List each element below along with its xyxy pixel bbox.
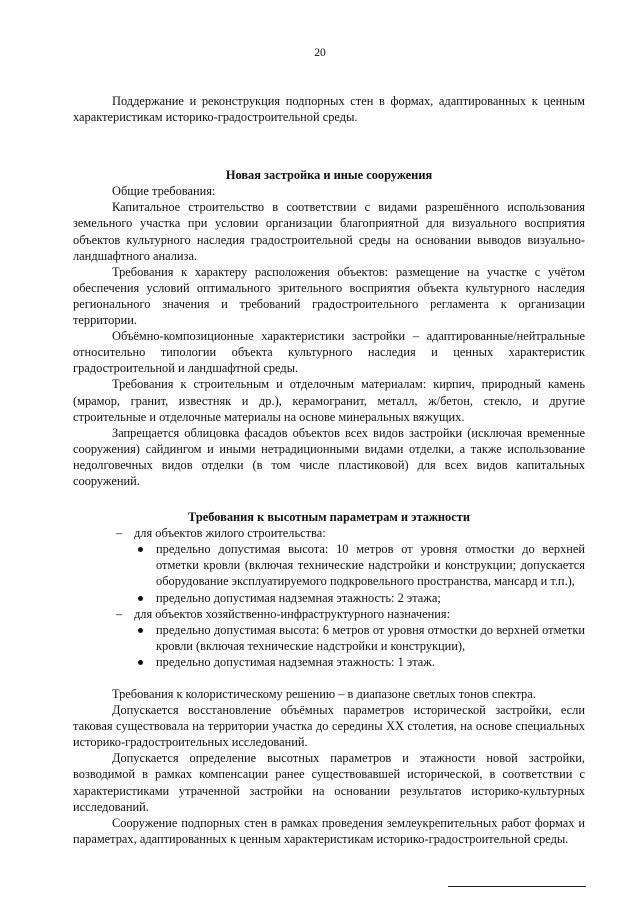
paragraph-prohibition: Запрещается облицовка фасадов объектов всех видов застройки (исключая временные сооружения) сайдингом и иными нетрадиционными видами отделки, а также использование недолговечных видов отделки (в том числе пластиковой) для всех видов капитальных сооружений.	[73, 425, 585, 488]
group-label-residential: – для объектов жилого строительства:	[73, 525, 585, 541]
list-item: предельно допустимая надземная этажность: 2 этажа;	[73, 590, 585, 606]
section-title-height-parameters: Требования к высотным параметрам и этажности	[188, 510, 470, 525]
page-number: 20	[314, 47, 326, 59]
footer-divider	[448, 886, 586, 887]
list-item: предельно допустимая высота: 10 метров от уровня отмостки до верхней отметки кровли (включая технические надстройки и конструкции; допускается оборудование эксплуатируемого подкровельного пространства, мансард и т.п.),	[73, 541, 585, 589]
bullet-list-infrastructure	[73, 622, 585, 670]
paragraph-capital-construction: Капитальное строительство в соответствии с видами разрешённого использования земельного участка при условии организации благоприятной для визуального восприятия объектов культурного наследия градостроительной среды на основании выводов визуально-ландшафтного анализа.	[73, 200, 585, 263]
document-body	[73, 93, 585, 847]
section-title-new-construction: Новая застройка и иные сооружения	[225, 168, 433, 183]
group-label-infrastructure: – для объектов хозяйственно-инфраструктурного назначения:	[73, 606, 585, 622]
paragraph-volume-composition: Объёмно-композиционные характеристики застройки – адаптированные/нейтральные относительно типологии объекта культурного наследия и ценных характеристик градостроительной и ландшафтной среды.	[73, 329, 585, 376]
paragraph-retaining-walls: Сооружение подпорных стен в рамках проведения землеукрепительных работ формах и параметрах, адаптированных к ценным характеристикам историко-градостроительной среды.	[73, 815, 585, 846]
list-item: предельно допустимая надземная этажность: 1 этаж.	[73, 654, 585, 670]
paragraph-color-requirements: Требования к колористическому решению – в диапазоне светлых тонов спектра.	[112, 687, 536, 701]
paragraph-materials: Требования к строительным и отделочным материалам: кирпич, природный камень (мрамор, гранит, известняк и др.), керамогранит, металл, ж/бетон, стекло, и другие строительные и отделочные материалы на основе минеральных вяжущих.	[73, 377, 585, 424]
bullet-list-residential	[73, 541, 585, 605]
paragraph-placement-requirements: Требования к характеру расположения объектов: размещение на участке с учётом обеспечения условий оптимального зрительного восприятия объекта культурного наследия регионального значения и требований градостроительного регламента к организации территории.	[73, 264, 585, 328]
list-item: предельно допустимая высота: 6 метров от уровня отмостки до верхней отметки кровли (включая технические надстройки и конструкции),	[73, 622, 585, 654]
intro-paragraph: Поддержание и реконструкция подпорных стен в формах, адаптированных к ценным характеристикам историко-градостроительной среды.	[73, 94, 585, 125]
general-requirements-label: Общие требования:	[112, 184, 216, 199]
paragraph-height-determination: Допускается определение высотных параметров и этажности новой застройки, возводимой в рамках компенсации ранее существовавшей исторической, в соответствии с характеристиками утраченной застройки на основании результатов историко-культурных исследований.	[73, 751, 585, 814]
paragraph-restoration: Допускается восстановление объёмных параметров исторической застройки, если таковая существовала на территории участка до середины XX столетия, на основе специальных историко-градостроительных исследований.	[73, 703, 585, 750]
